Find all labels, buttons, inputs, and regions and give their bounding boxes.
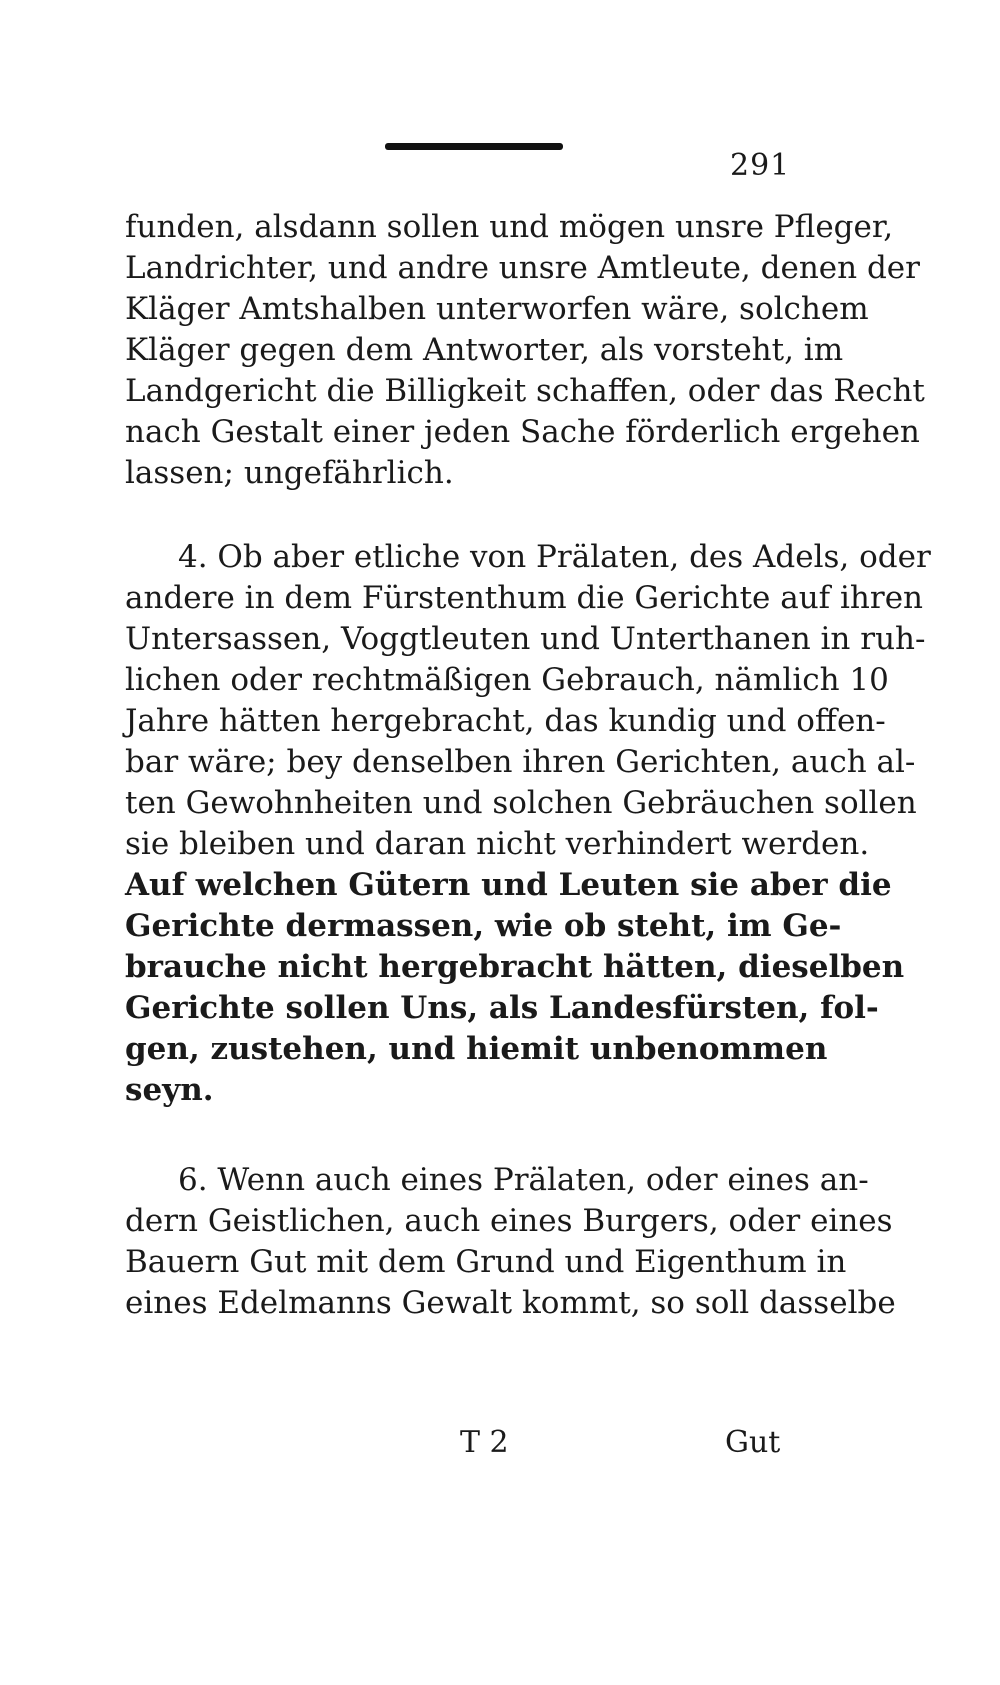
text-line: Landgericht die Billigkeit schaffen, oder das Recht: [125, 373, 925, 409]
text-line: 4. Ob aber etliche von Prälaten, des Adels, oder: [178, 539, 931, 575]
text-line: Kläger gegen dem Antworter, als vorsteht, im: [125, 332, 844, 368]
text-line: dern Geistlichen, auch eines Burgers, oder eines: [125, 1203, 893, 1239]
text-line: sie bleiben und daran nicht verhindert werden.: [125, 826, 870, 862]
text-line: Auf welchen Gütern und Leuten sie aber die: [125, 867, 892, 903]
text-line: Jahre hätten hergebracht, das kundig und offen-: [125, 703, 886, 739]
text-line: lassen; ungefährlich.: [125, 455, 454, 491]
text-line: ten Gewohnheiten und solchen Gebräuchen sollen: [125, 785, 917, 821]
text-line: seyn.: [125, 1072, 214, 1108]
signature-mark: T 2: [460, 1425, 509, 1460]
text-line: eines Edelmanns Gewalt kommt, so soll dasselbe: [125, 1285, 896, 1321]
catchword: Gut: [725, 1425, 781, 1460]
text-line: Untersassen, Voggtleuten und Unterthanen in ruh-: [125, 621, 926, 657]
page-number: 291: [730, 148, 791, 183]
text-line: Kläger Amtshalben unterworfen wäre, solchem: [125, 291, 869, 327]
text-line: bar wäre; bey denselben ihren Gerichten, auch al-: [125, 744, 916, 780]
text-line: Bauern Gut mit dem Grund und Eigenthum in: [125, 1244, 847, 1280]
text-line: nach Gestalt einer jeden Sache förderlich ergehen: [125, 414, 920, 450]
text-line: brauche nicht hergebracht hätten, dieselben: [125, 949, 905, 985]
text-line: 6. Wenn auch eines Prälaten, oder eines an-: [178, 1162, 869, 1198]
text-line: Gerichte sollen Uns, als Landesfürsten, fol-: [125, 990, 879, 1026]
text-line: lichen oder rechtmäßigen Gebrauch, nämlich 10: [125, 662, 889, 698]
text-line: funden, alsdann sollen und mögen unsre Pfleger,: [125, 209, 894, 245]
text-line: Gerichte dermassen, wie ob steht, im Ge-: [125, 908, 842, 944]
text-line: andere in dem Fürstenthum die Gerichte auf ihren: [125, 580, 924, 616]
header-rule: [385, 143, 563, 150]
text-line: gen, zustehen, und hiemit unbenommen: [125, 1031, 828, 1067]
text-line: Landrichter, und andre unsre Amtleute, denen der: [125, 250, 920, 286]
